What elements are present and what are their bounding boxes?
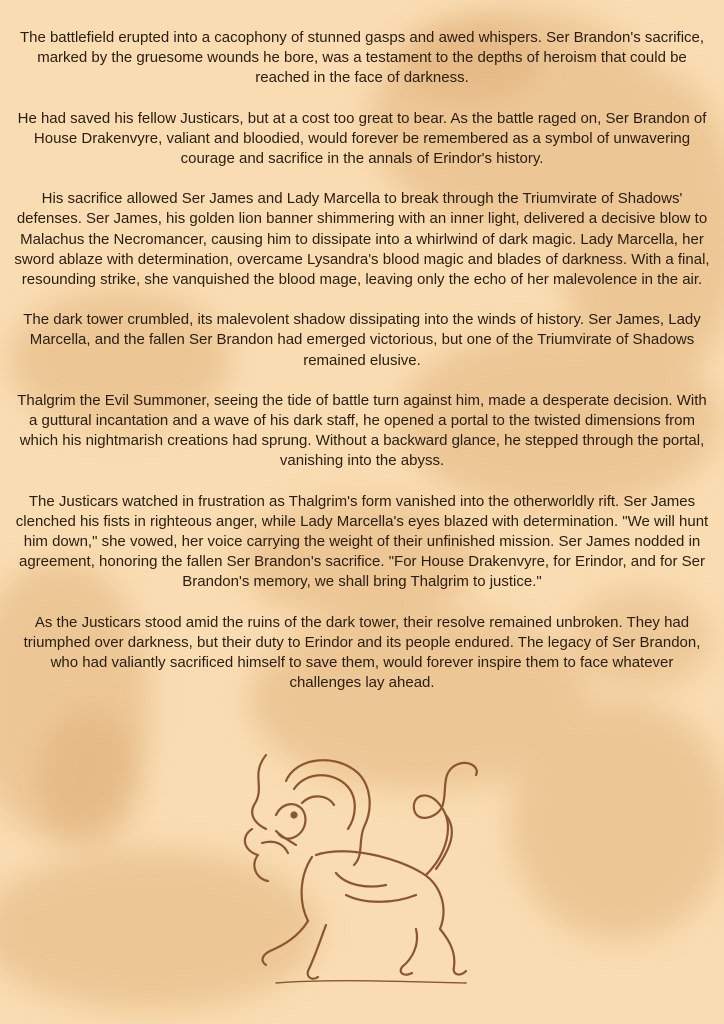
paragraph: He had saved his fellow Justicars, but at a cost too great to bear. As the battle raged on, Ser Brandon of House Drakenvyre, valiant and bloodied, would forever be remembered as a symbol of unwavering courage and sacrifice in the annals of Erindor's history. — [17, 109, 707, 168]
paragraph: The battlefield erupted into a cacophony of stunned gasps and awed whispers. Ser Brandon's sacrifice, marked by the gruesome wounds he bore, was a testament to the depths of heroism that could be reached in the face of darkness. — [19, 29, 705, 87]
story-text — [14, 28, 710, 713]
paragraph: The dark tower crumbled, its malevolent shadow dissipating into the winds of history. Ser James, Lady Marcella, and the fallen Ser Brandon had emerged victorious, but one of the Triumvirate of Shadows remained elusive. — [23, 311, 701, 369]
paragraph: Thalgrim the Evil Summoner, seeing the tide of battle turn against him, made a desperate decision. With a guttural incantation and a wave of his dark staff, he opened a portal to the twisted dimensions from which his nightmarish creations had sprung. Without a backward glance, he stepped through the portal, vanishing into the abyss. — [17, 391, 707, 470]
heraldic-lion-icon — [236, 745, 488, 995]
paragraph: As the Justicars stood amid the ruins of the dark tower, their resolve remained unbroken. They had triumphed over darkness, but their duty to Erindor and its people endured. The legacy of Ser Brandon, who had valiantly sacrificed himself to save them, would forever inspire them to face whatever challenges lay ahead. — [23, 613, 701, 692]
paragraph: His sacrifice allowed Ser James and Lady Marcella to break through the Triumvirate of Shadows' defenses. Ser James, his golden lion banner shimmering with an inner light, delivered a decisive blow to Malachus the Necromancer, causing him to dissipate into a whirlwind of dark magic. Lady Marcella, her sword ablaze with determination, overcame Lysandra's blood magic and blades of darkness. With a final, resounding strike, she vanquished the blood mage, leaving only the echo of her malevolence in the air. — [14, 190, 710, 289]
paragraph: The Justicars watched in frustration as Thalgrim's form vanished into the otherworldly rift. Ser James clenched his fists in righteous anger, while Lady Marcella's eyes blazed with determination. "We will hunt him down," she vowed, her voice carrying the weight of their unfinished mission. Ser James nodded in agreement, honoring the fallen Ser Brandon's sacrifice. "For House Drakenvyre, for Erindor, and for Ser Brandon's memory, we shall bring Thalgrim to justice." — [15, 492, 709, 591]
